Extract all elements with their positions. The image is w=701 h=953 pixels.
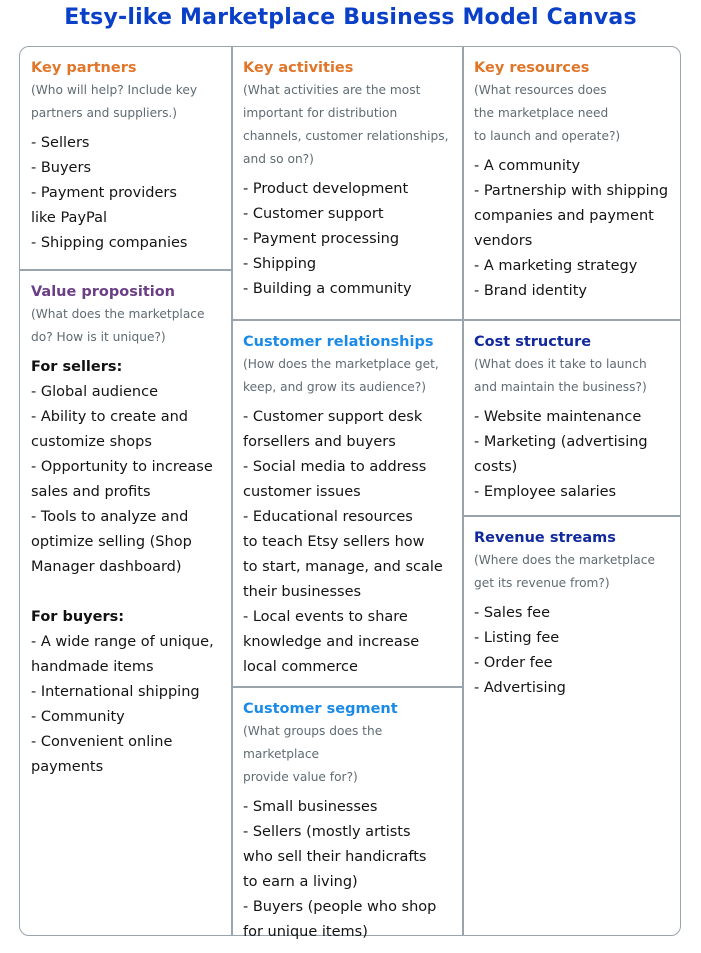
list-item: - A wide range of unique, handmade items bbox=[31, 634, 214, 675]
list-item: - Shipping bbox=[243, 256, 317, 272]
page-title: Etsy-like Marketplace Business Model Canvas bbox=[64, 5, 637, 30]
list-item: - Buyers bbox=[31, 160, 91, 176]
customer-segment-list bbox=[243, 795, 462, 945]
list-item: - International shipping bbox=[31, 684, 200, 700]
list-item: - Product development bbox=[243, 181, 409, 197]
key-resources-title: Key resources bbox=[474, 60, 590, 76]
list-item: - Convenient online payments bbox=[31, 734, 173, 775]
list-item: - Sellers (mostly artists who sell their handicrafts to earn a living) bbox=[243, 824, 427, 890]
list-item: - Customer support bbox=[243, 206, 384, 222]
value-proposition-list bbox=[31, 355, 231, 780]
list-item: - Marketing (advertising costs) bbox=[474, 434, 648, 475]
value-proposition-title: Value proposition bbox=[31, 284, 176, 300]
list-item: - Brand identity bbox=[474, 283, 587, 299]
key-resources-subtitle: (What resources does the marketplace need to launch and operate?) bbox=[474, 83, 621, 143]
key-partners-title: Key partners bbox=[31, 60, 137, 76]
customer-relationships-title: Customer relationships bbox=[243, 334, 434, 350]
customer-relationships-subtitle: (How does the marketplace get, keep, and grow its audience?) bbox=[243, 357, 439, 394]
panel-customer-relationships bbox=[232, 321, 462, 680]
key-activities-subtitle: (What activities are the most important for distribution channels, customer relationships, and so on?) bbox=[243, 83, 449, 166]
list-item: - Tools to analyze and optimize selling (Shop Manager dashboard) bbox=[31, 509, 192, 575]
panel-key-activities bbox=[232, 47, 462, 302]
customer-segment-title: Customer segment bbox=[243, 701, 398, 717]
list-item: - Employee salaries bbox=[474, 484, 617, 500]
list-item: - Building a community bbox=[243, 281, 412, 297]
value-proposition-subtitle: (What does the marketplace do? How is it unique?) bbox=[31, 307, 205, 344]
list-item: - Local events to share knowledge and increase local commerce bbox=[243, 609, 420, 675]
panel-key-partners bbox=[20, 47, 231, 256]
list-item: - Shipping companies bbox=[31, 235, 188, 251]
list-item: - Listing fee bbox=[474, 630, 560, 646]
list-item: - Order fee bbox=[474, 655, 553, 671]
panel-cost-structure bbox=[463, 321, 680, 505]
list-item: - Buyers (people who shop for unique items) bbox=[243, 899, 437, 940]
list-item: - Sales fee bbox=[474, 605, 550, 621]
list-item: - Partnership with shipping companies and payment vendors bbox=[474, 183, 669, 249]
list-item: - Opportunity to increase sales and profits bbox=[31, 459, 213, 500]
cost-structure-list bbox=[474, 405, 680, 505]
buyers-heading: For buyers: bbox=[31, 609, 125, 625]
list-item: - Advertising bbox=[474, 680, 566, 696]
panel-key-resources bbox=[463, 47, 680, 304]
sellers-heading: For sellers: bbox=[31, 359, 123, 375]
customer-segment-subtitle: (What groups does the marketplace provide value for?) bbox=[243, 724, 383, 784]
key-activities-list bbox=[243, 177, 462, 302]
key-resources-list bbox=[474, 154, 680, 304]
key-partners-subtitle: (Who will help? Include key partners and suppliers.) bbox=[31, 83, 198, 120]
list-item: - Sellers bbox=[31, 135, 90, 151]
list-item: - Customer support desk forsellers and buyers bbox=[243, 409, 423, 450]
list-item: - Payment providers like PayPal bbox=[31, 185, 177, 226]
list-item: - Global audience bbox=[31, 384, 159, 400]
list-item: - Educational resources to teach Etsy sellers how to start, manage, and scale their businesses bbox=[243, 509, 443, 600]
cost-structure-title: Cost structure bbox=[474, 334, 592, 350]
cost-structure-subtitle: (What does it take to launch and maintain the business?) bbox=[474, 357, 647, 394]
list-item: - Social media to address customer issues bbox=[243, 459, 427, 500]
list-item: - Small businesses bbox=[243, 799, 378, 815]
list-item: - A marketing strategy bbox=[474, 258, 638, 274]
list-item: - Website maintenance bbox=[474, 409, 642, 425]
panel-value-proposition bbox=[20, 271, 231, 780]
revenue-streams-list bbox=[474, 601, 680, 701]
revenue-streams-title: Revenue streams bbox=[474, 530, 616, 546]
list-item: - A community bbox=[474, 158, 581, 174]
panel-revenue-streams bbox=[463, 517, 680, 701]
revenue-streams-subtitle: (Where does the marketplace get its revenue from?) bbox=[474, 553, 655, 590]
list-item: - Ability to create and customize shops bbox=[31, 409, 189, 450]
key-partners-list bbox=[31, 131, 231, 256]
key-activities-title: Key activities bbox=[243, 60, 354, 76]
panel-customer-segment bbox=[232, 688, 462, 945]
list-item: - Community bbox=[31, 709, 125, 725]
customer-relationships-list bbox=[243, 405, 462, 680]
list-item: - Payment processing bbox=[243, 231, 400, 247]
